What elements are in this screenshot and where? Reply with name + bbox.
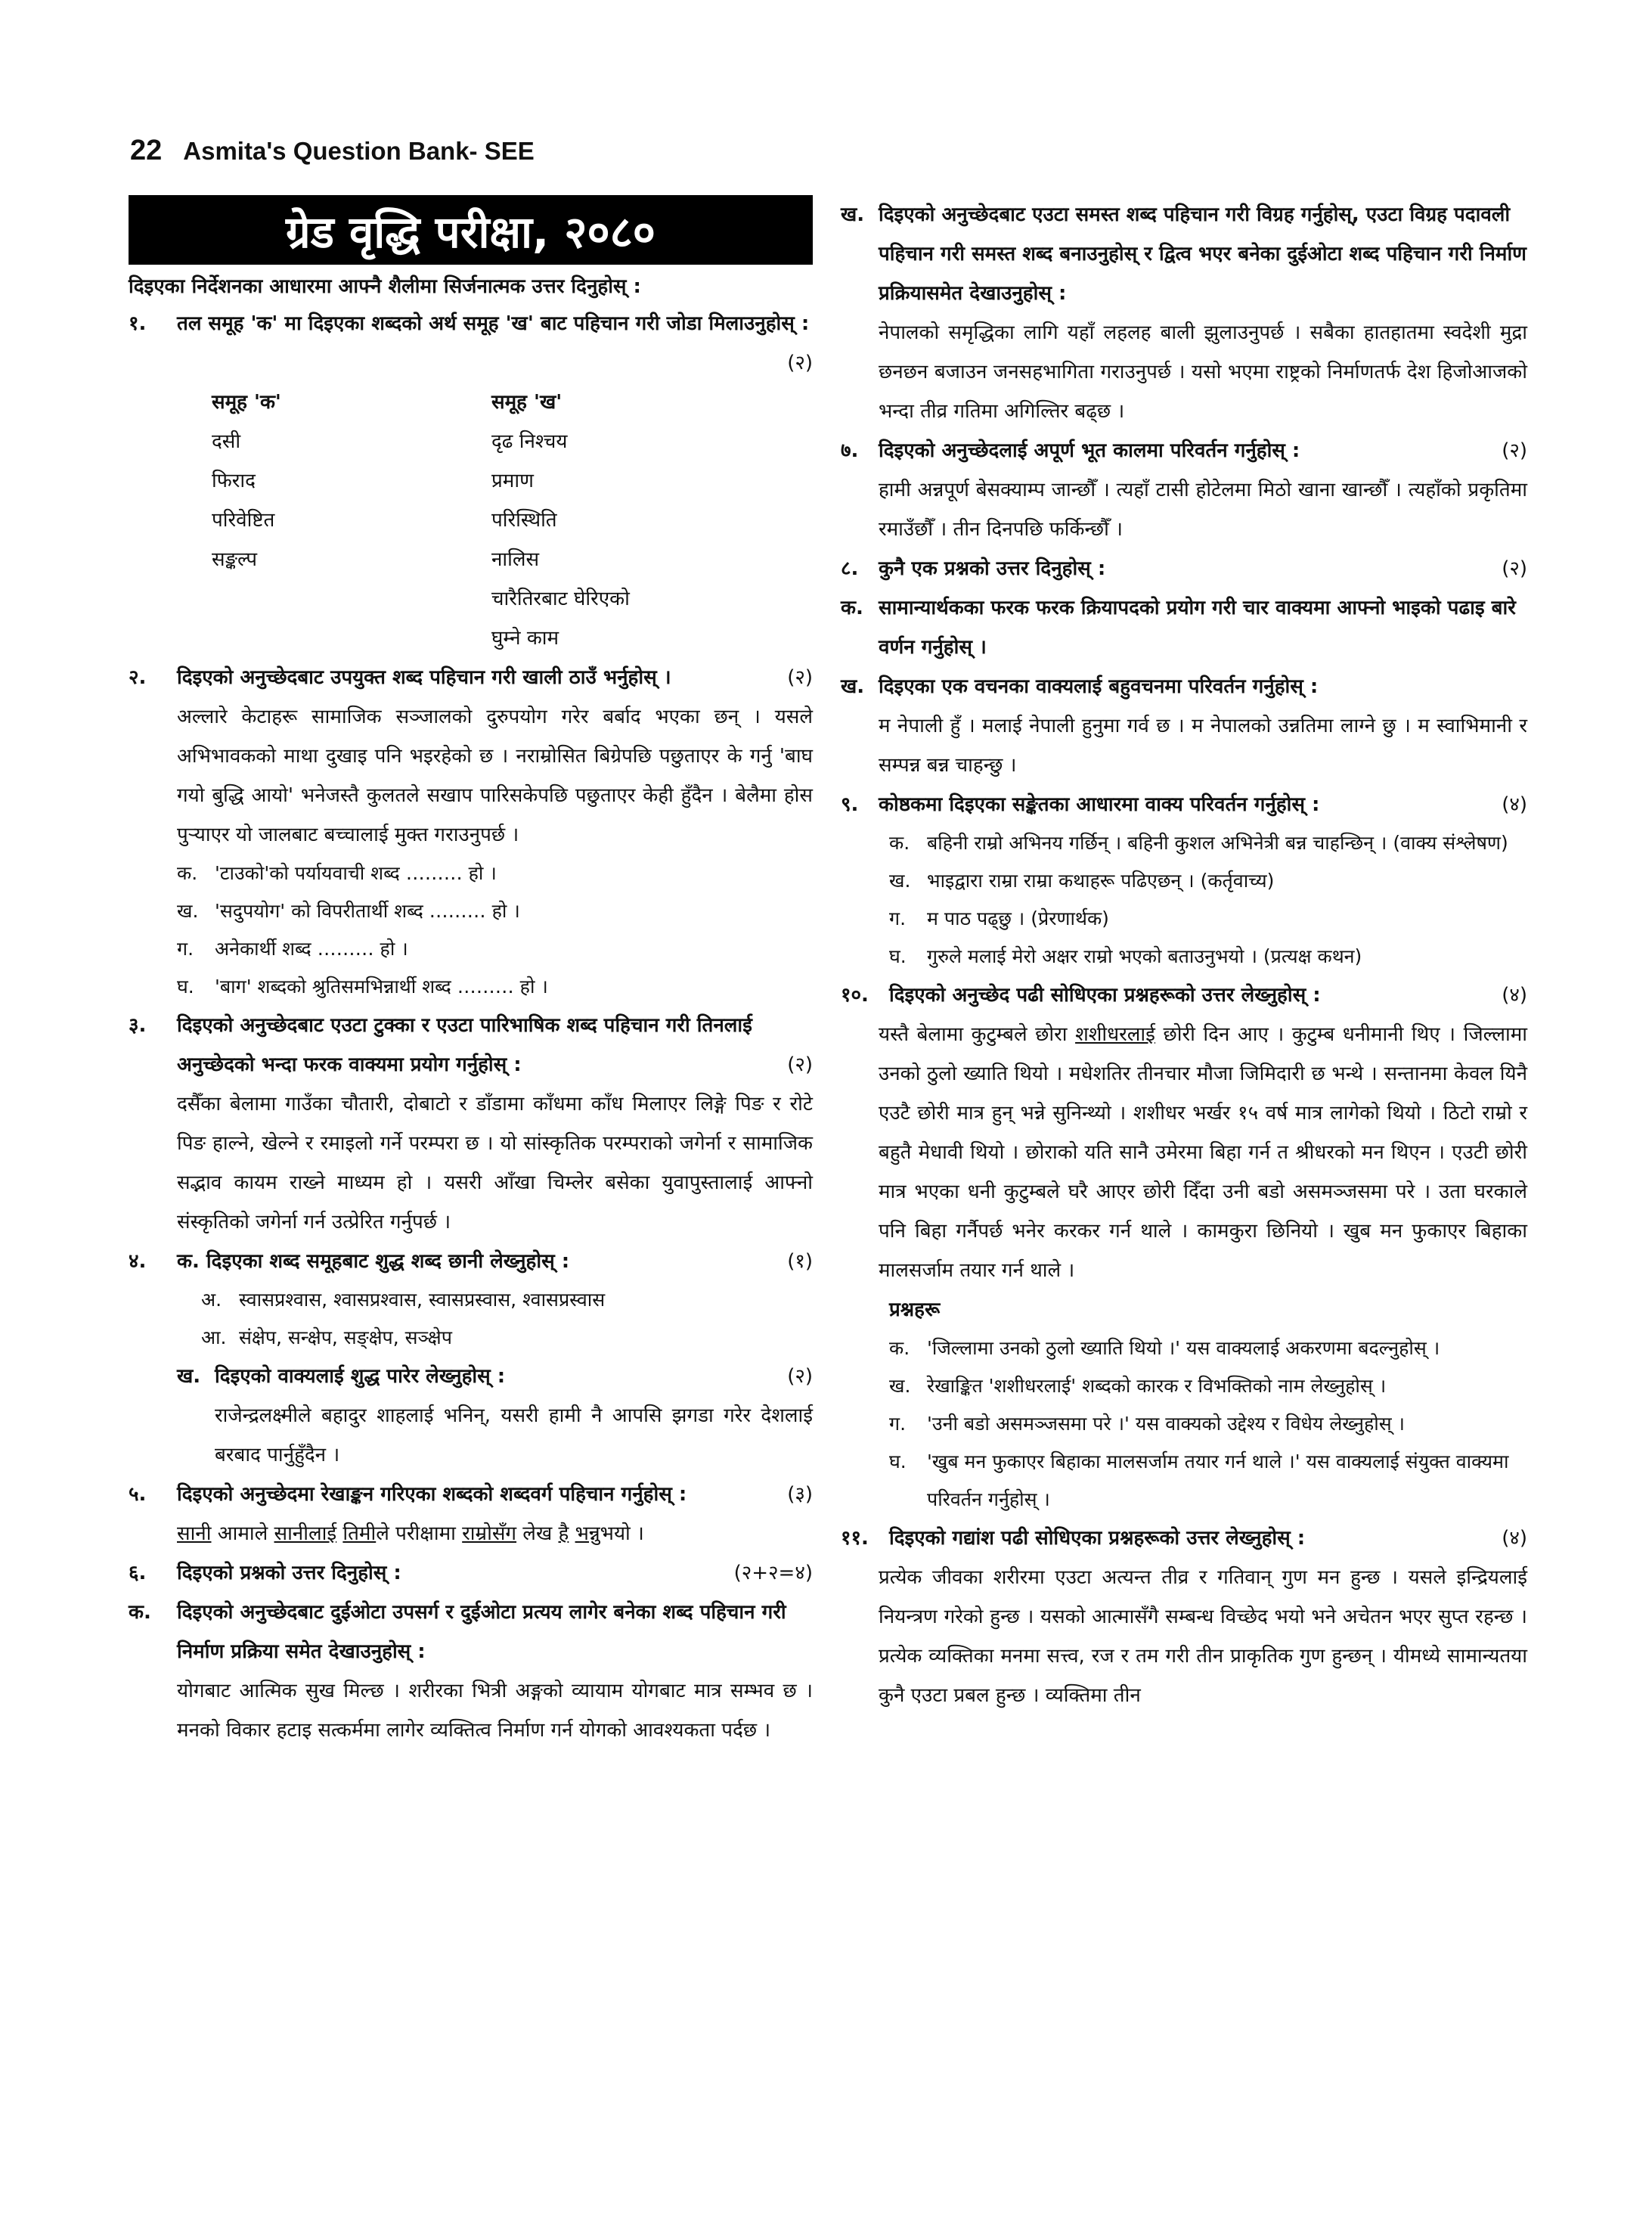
question-6a [129,1593,813,1671]
question-marks: (२+२=४) [733,1562,813,1584]
sentence-text: ले परीक्षामा [376,1522,463,1545]
item-label: घ. [889,1451,907,1472]
question-text: दिइएको गद्यांश पढी सोधिएका प्रश्नहरूको उत्तर लेख्नुहोस् : [889,1527,1306,1550]
list-item [889,1367,1527,1405]
question-5 [129,1475,813,1514]
question-text: दिइएको अनुच्छेदमा रेखाङ्कन गरिएका शब्दको शब्दवर्ग पहिचान गर्नुहोस् : [177,1483,687,1506]
sub-label: ख. [177,1365,201,1388]
item-text: 'सदुपयोग' को विपरीतार्थी शब्द ……… हो । [215,900,520,922]
item-text: स्वासप्रश्वास, श्वासप्रश्वास, स्वासप्रस्वास, श्वासप्रस्वास [239,1289,606,1311]
right-column [841,195,1527,1715]
matching-table [129,383,813,658]
sub-question-list [129,855,813,1006]
passage-text: छोरी दिन आए । कुटुम्ब धनीमानी थिए । जिल्लामा उनको ठुलो ख्याति थियो । मधेशतिर तीनचार मौजा जिमिदारी छ भन्थे । सन्तानमा केवल यिनै एउटै छोरी मात्र हुन् भन्ने सुनिन्थ्यो । शशीधर भर्खर १५ वर्ष मात्र लागेको थियो । ठिटो राम्रो र बहुतै मेधावी थियो । छोराको यति सानै उमेरमा बिहा गर्न त श्रीधरको मन थिएन । एउटी छोरी मात्र भएका धनी कुटुम्बले घरै आएर छोरी दिँदा उनी बडो असमञ्जसमा परे । उता घरकाले पनि बिहा गर्नैपर्छ भनेर करकर गर्न थाले । कामकुरा छिनियो । खुब मन फुकाएर बिहाका मालसर्जाम तयार गर्न थाले । [879,1023,1527,1282]
passage [841,1015,1527,1290]
question-1 [129,304,813,383]
matching-row [212,619,813,658]
question-8b [841,667,1527,706]
question-number: ५. [129,1483,147,1506]
group-a-heading: समूह 'क' [212,391,281,414]
group-b-heading: समूह 'ख' [491,391,563,414]
question-number: ७. [841,439,859,462]
group-b-word: प्रमाण [491,470,534,492]
item-text: बहिनी राम्रो अभिनय गर्छिन् । बहिनी कुशल अभिनेत्री बन्न चाहन्छिन् । (वाक्य संश्लेषण) [927,832,1508,854]
question-number: १. [129,312,147,335]
group-b-word: घुम्ने काम [491,627,559,650]
question-marks: (४) [1502,984,1527,1007]
sub-question-list [841,824,1527,976]
list-item [177,855,813,892]
passage: दसैँका बेलामा गाउँका चौतारी, दोबाटो र डाँडामा काँधमा काँध मिलाएर लिङ्गे पिङ र रोटे पिङ हाल्ने, खेल्ने र रमाइलो गर्ने परम्परा छ । यो सांस्कृतिक परम्पराको जगेर्ना र सामाजिक सद्भाव कायम राख्ने माध्यम हो । यसरी आँखा चिम्लेर बसेका युवापुस्तालाई आफ्नो संस्कृतिको जगेर्ना गर्न उत्प्रेरित गर्नुपर्छ । [177,1093,813,1233]
question-number: ८. [841,557,859,580]
item-label: ग. [889,908,907,929]
underlined-word: है [558,1522,569,1545]
word-option-list [129,1281,813,1357]
list-item [177,892,813,930]
question-marks: (२) [1502,557,1527,580]
group-a-word [212,579,491,619]
item-text: 'खुब मन फुकाएर बिहाका मालसर्जाम तयार गर्न थाले ।' यस वाक्यलाई संयुक्त वाक्यमा परिवर्तन गर्नुहोस् । [927,1451,1509,1510]
group-b-word: दृढ निश्चय [491,430,568,453]
question-number: ९. [841,793,859,816]
list-item [889,1443,1527,1519]
question-text: दिइएको प्रश्नको उत्तर दिनुहोस् : [177,1562,401,1584]
item-text: रेखाङ्कित 'शशीधरलाई' शब्दको कारक र विभक्तिको नाम लेख्नुहोस् । [927,1375,1387,1397]
item-text: म पाठ पढ्छु । (प्रेरणार्थक) [927,908,1109,929]
group-a-word: परिवेष्टित [212,509,275,532]
underlined-word: भन्नु [575,1522,600,1545]
passage: राजेन्द्रलक्ष्मीले बहादुर शाहलाई भनिन्, यसरी हामी नै आपसि झगडा गरेर देशलाई बरबाद पार्नुहुँदैन । [215,1404,813,1466]
item-text: संक्षेप, सन्क्षेप, सङ्क्षेप, सञ्क्षेप [239,1326,452,1348]
questions-heading: प्रश्नहरू [889,1299,941,1321]
list-item [889,1405,1527,1443]
question-4b [129,1357,813,1396]
underlined-word: शशीधरलाई [1075,1023,1155,1046]
list-item [889,824,1527,862]
matching-row [212,579,813,619]
question-9 [841,785,1527,824]
sub-label: ख. [841,203,865,226]
question-8 [841,549,1527,588]
item-text: 'जिल्लामा उनको ठुलो ख्याति थियो ।' यस वाक्यलाई अकरणमा बदल्नुहोस् । [927,1337,1440,1359]
left-column [129,195,813,1750]
question-text: कोष्ठकमा दिइएका सङ्केतका आधारमा वाक्य परिवर्तन गर्नुहोस् : [879,793,1320,816]
question-marks: (२) [787,1365,813,1388]
question-4a [129,1242,813,1281]
list-item [889,938,1527,976]
group-a-word [212,619,491,658]
question-number: ११. [841,1527,869,1550]
question-3 [129,1006,813,1084]
group-a-word: फिराद [212,470,256,492]
question-6b [841,195,1527,313]
list-item [889,1330,1527,1367]
book-title: Asmita's Question Bank- SEE [183,137,535,165]
question-marks: (३) [787,1483,813,1506]
passage-text: यस्तै बेलामा कुटुम्बले छोरा [879,1023,1076,1046]
item-label: घ. [177,976,194,998]
general-instruction: दिइएका निर्देशनका आधारमा आफ्नै शैलीमा सिर्जनात्मक उत्तर दिनुहोस् : [129,275,641,298]
item-text: भाइद्वारा राम्रा राम्रा कथाहरू पढिएछन् । (कर्तृवाच्य) [927,870,1275,892]
underlined-word: राम्रोसँग [462,1522,517,1545]
list-item [889,900,1527,938]
question-6 [129,1553,813,1593]
page-number: 22 [130,135,163,166]
question-text: कुनै एक प्रश्नको उत्तर दिनुहोस् : [879,557,1106,580]
item-label: ग. [889,1413,907,1435]
item-label: अ. [201,1289,222,1311]
sentence-text: भयो । [600,1522,644,1545]
list-item [201,1281,813,1319]
item-label: क. [889,832,910,854]
sub-label: क. [177,1250,200,1273]
sentence-text: आमाले [211,1522,274,1545]
question-text: दिइएको वाक्यलाई शुद्ध पारेर लेख्नुहोस् : [215,1365,506,1388]
question-text: तल समूह 'क' मा दिइएका शब्दको अर्थ समूह 'ख' बाट पहिचान गरी जोडा मिलाउनुहोस् : [177,312,810,335]
question-marks: (२) [787,666,813,689]
list-item [889,862,1527,900]
item-label: ग. [177,938,194,960]
question-number: ४. [129,1250,147,1273]
item-label: आ. [201,1326,227,1348]
question-text: दिइएको अनुच्छेदबाट उपयुक्त शब्द पहिचान गरी खाली ठाउँ भर्नुहोस् । [177,666,671,689]
matching-row [212,422,813,461]
item-label: ख. [889,1375,911,1397]
question-text: दिइएको अनुच्छेदबाट दुईओटा उपसर्ग र दुईओटा प्रत्यय लागेर बनेका शब्द पहिचान गरी निर्माण प्रक्रिया समेत देखाउनुहोस् : [177,1601,786,1663]
question-8a [841,588,1527,667]
group-a-word: दसी [212,430,241,453]
sub-question-list [841,1330,1527,1519]
question-marks: (४) [1502,1527,1527,1550]
item-text: 'उनी बडो असमञ्जसमा परे ।' यस वाक्यको उद्देश्य र विधेय लेख्नुहोस् । [927,1413,1406,1435]
list-item [177,968,813,1006]
sub-label: ख. [841,675,865,698]
sub-label: क. [129,1601,151,1624]
matching-row [212,461,813,501]
question-text: दिइएको अनुच्छेदबाट एउटा टुक्का र एउटा पारिभाषिक शब्द पहिचान गरी तिनलाई अनुच्छेदको भन्दा फरक वाक्यमा प्रयोग गर्नुहोस् : [177,1014,752,1076]
question-marks: (२) [1502,439,1527,462]
sentence-text [569,1522,575,1545]
group-a-word: सङ्कल्प [212,548,257,571]
group-b-word: नालिस [491,548,540,571]
item-text: अनेकार्थी शब्द ……… हो । [215,938,408,960]
question-number: ६. [129,1562,147,1584]
question-7 [841,431,1527,470]
question-2 [129,658,813,697]
passage: हामी अन्नपूर्ण बेसक्याम्प जान्छौँ । त्यहाँ टासी होटेलमा मिठो खाना खान्छौँ । त्यहाँको प्रकृतिमा रमाउँछौँ । तीन दिनपछि फर्किन्छौँ । [879,479,1527,541]
item-text: 'बाग' शब्दको श्रुतिसमभिन्नार्थी शब्द ……… हो । [215,976,548,998]
matching-header-row [212,383,813,422]
question-marks: (४) [1502,793,1527,816]
group-b-word: चारैतिरबाट घेरिएको [491,588,630,610]
passage: अल्लारे केटाहरू सामाजिक सञ्जालको दुरुपयोग गरेर बर्बाद भएका छन् । यसले अभिभावकको माथा दुखाइ पनि भइरहेको छ । नराम्रोसित बिग्रेपछि पछुताएर के गर्नु 'बाघ गयो बुद्धि आयो' भनेजस्तै कुलतले सखाप पारिसकेपछि पछुताएर केही हुँदैन । बेलैमा होस पुऱ्याएर यो जालबाट बच्चालाई मुक्त गराउनुपर्छ । [177,706,813,846]
item-label: क. [889,1337,910,1359]
question-text: दिइएको अनुच्छेद पढी सोधिएका प्रश्नहरूको उत्तर लेख्नुहोस् : [889,984,1321,1007]
item-label: घ. [889,945,907,967]
question-text: दिइएको अनुच्छेदबाट एउटा समस्त शब्द पहिचान गरी विग्रह गर्नुहोस्, एउटा विग्रह पदावली पहिचान गरी समस्त शब्द बनाउनुहोस् र द्वित्व भएर बनेका दुईओटा शब्द पहिचान गरी निर्माण प्रक्रियासमेत देखाउनुहोस् : [879,203,1526,305]
question-marks: (२) [787,1053,813,1076]
question-10 [841,976,1527,1015]
question-text: दिइएका एक वचनका वाक्यलाई बहुवचनमा परिवर्तन गर्नुहोस् : [879,675,1319,698]
matching-row [212,501,813,540]
passage: म नेपाली हुँ । मलाई नेपाली हुनुमा गर्व छ । म नेपालको उन्नतिमा लाग्ने छु । म स्वाभिमानी र सम्पन्न बन्न चाहन्छु । [879,715,1527,777]
question-text: दिइएको अनुच्छेदलाई अपूर्ण भूत कालमा परिवर्तन गर्नुहोस् : [879,439,1300,462]
question-marks: (२) [787,352,813,374]
question-number: ३. [129,1014,147,1037]
item-label: ख. [889,870,911,892]
item-label: ख. [177,900,199,922]
underlined-word: सानी [177,1522,212,1545]
exam-title: ग्रेड वृद्धि परीक्षा, २०८० [129,195,813,265]
question-text: सामान्यार्थकका फरक फरक क्रियापदको प्रयोग गरी चार वाक्यमा आफ्नो भाइको पढाइ बारे वर्णन गर्नुहोस् । [879,597,1516,659]
list-item [177,930,813,968]
passage: प्रत्येक जीवका शरीरमा एउटा अत्यन्त तीव्र र गतिवान् गुण मन हुन्छ । यसले इन्द्रियलाई नियन्त्रण गरेको हुन्छ । यसको आत्मासँगै सम्बन्ध विच्छेद भयो भने अचेतन भएर सुप्त रहन्छ । प्रत्येक व्यक्तिका मनमा सत्त्व, रज र तम गरी तीन प्राकृतिक गुण हुन्छन् । यीमध्ये सामान्यतया कुनै एउटा प्रबल हुन्छ । व्यक्तिमा तीन [879,1566,1527,1707]
item-text: 'टाउको'को पर्यायवाची शब्द ……… हो । [215,862,497,884]
group-b-word: परिस्थिति [491,509,557,532]
sentence-text: लेख [516,1522,559,1545]
question-11 [841,1519,1527,1558]
matching-row [212,540,813,579]
underlined-sentence [129,1514,813,1553]
question-number: २. [129,666,147,689]
sub-label: क. [841,597,863,619]
question-text: दिइएका शब्द समूहबाट शुद्ध शब्द छानी लेख्नुहोस् : [206,1250,570,1273]
item-label: क. [177,862,198,884]
passage: योगबाट आत्मिक सुख मिल्छ । शरीरका भित्री अङ्गको व्यायाम योगबाट मात्र सम्भव छ । मनको विकार हटाइ सत्कर्ममा लागेर व्यक्तित्व निर्माण गर्न योगको आवश्यकता पर्दछ । [177,1680,813,1742]
underlined-word: सानीलाई [274,1522,337,1545]
question-marks: (१) [787,1250,813,1273]
page-header [130,135,535,180]
item-text: गुरुले मलाई मेरो अक्षर राम्रो भएको बताउनुभयो । (प्रत्यक्ष कथन) [927,945,1362,967]
passage: नेपालको समृद्धिका लागि यहाँ लहलह बाली झुलाउनुपर्छ । सबैका हातहातमा स्वदेशी मुद्रा छनछन बजाउन जनसहभागिता गराउनुपर्छ । यसो भएमा राष्ट्रको निर्माणतर्फ देश हिजोआजको भन्दा तीव्र गतिमा अगिल्तिर बढ्छ । [879,321,1527,423]
question-number: १०. [841,984,869,1007]
underlined-word: तिमी [342,1522,377,1545]
list-item [201,1319,813,1357]
